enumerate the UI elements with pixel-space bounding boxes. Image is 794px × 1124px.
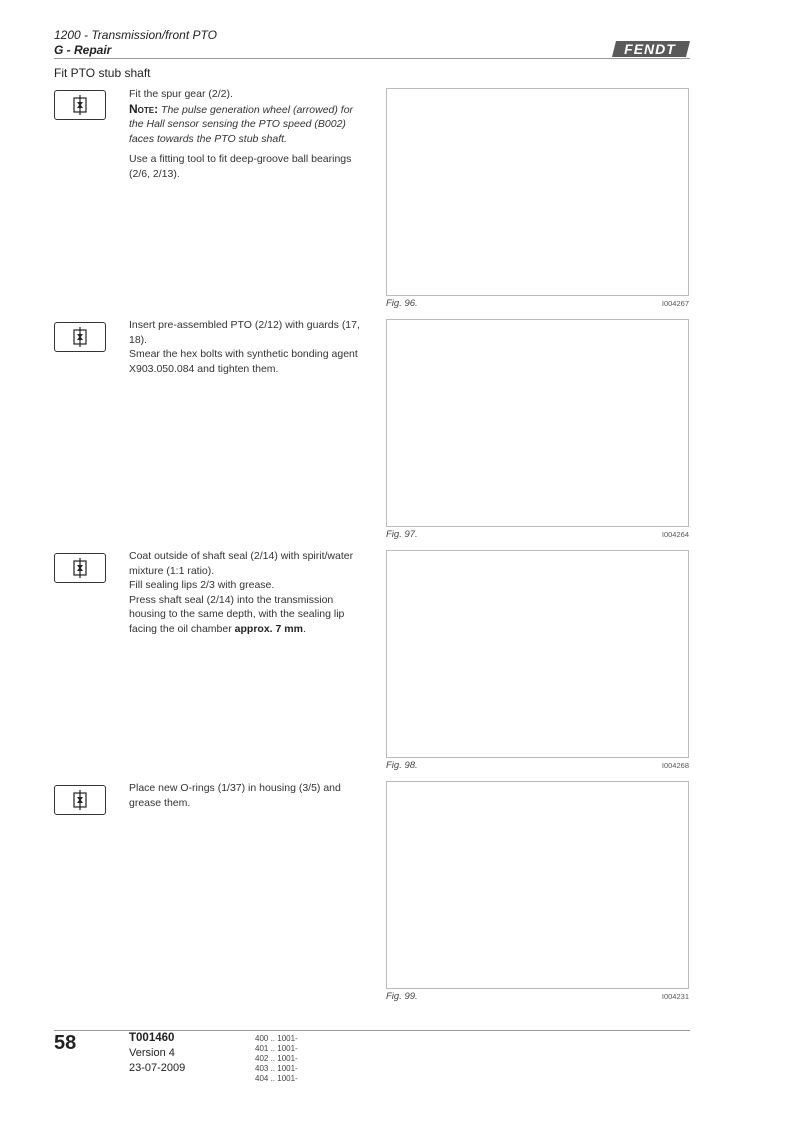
serial-item: 402 .. 1001-: [255, 1054, 298, 1063]
note-text: The pulse generation wheel (arrowed) for the Hall sensor sensing the PTO speed (B002) faces towards the PTO stub shaft.: [129, 103, 354, 145]
figure-98-caption: Fig. 98.: [386, 760, 418, 771]
figure-96-caption: Fig. 96.: [386, 298, 418, 309]
serial-item: 401 .. 1001-: [255, 1044, 298, 1053]
serial-item: 403 .. 1001-: [255, 1064, 298, 1073]
assembly-arrow-icon: [54, 553, 106, 583]
svg-text:FENDT: FENDT: [624, 41, 676, 57]
serial-list: [255, 1034, 298, 1084]
serial-item: 404 .. 1001-: [255, 1074, 298, 1083]
step-3-text: Coat outside of shaft seal (2/14) with spirit/water mixture (1:1 ratio). Fill sealing lips 2/3 with grease. Press shaft seal (2/14) into the transmission housing to the same depth, with the sealing lip facing the oil chamber approx. 7 mm.: [129, 550, 354, 635]
figure-99-image: [386, 781, 689, 989]
figure-97-caption: Fig. 97.: [386, 529, 418, 540]
figure-97-image: [386, 319, 689, 527]
step-2-text: Insert pre-assembled PTO (2/12) with guards (17, 18). Smear the hex bolts with synthetic bonding agent X903.050.084 and tighten them.: [129, 319, 360, 375]
header-rule: [54, 58, 690, 59]
figure-99-code: I004231: [661, 992, 689, 1001]
step-1-bearing-text: Use a fitting tool to fit deep-groove ball bearings (2/6, 2/13).: [129, 153, 352, 180]
assembly-arrow-icon: [54, 90, 106, 120]
page-section-title: Fit PTO stub shaft: [54, 66, 151, 80]
step-1-text: Fit the spur gear (2/2). Note: The pulse generation wheel (arrowed) for the Hall sensor sensing the PTO speed (B002) faces towards the PTO stub shaft. Use a fitting tool to fit deep-groove ball bearings (2/6, 2/13).: [129, 87, 361, 187]
document-version: Version 4: [129, 1047, 175, 1059]
serial-item: 400 .. 1001-: [255, 1034, 298, 1043]
figure-98-code: I004268: [661, 761, 689, 770]
footer-rule: [54, 1030, 690, 1031]
page-number: 58: [54, 1032, 77, 1054]
figure-99-caption: Fig. 99.: [386, 991, 418, 1002]
document-id: T001460: [129, 1032, 175, 1044]
step-4-text: Place new O-rings (1/37) in housing (3/5) and grease them.: [129, 782, 341, 809]
figure-98-image: [386, 550, 689, 758]
fendt-logo: [612, 40, 690, 58]
figure-96-code: I004267: [661, 299, 689, 308]
figure-97-code: I004264: [661, 530, 689, 539]
assembly-arrow-icon: [54, 785, 106, 815]
section-title-header: G - Repair: [54, 43, 112, 57]
assembly-arrow-icon: [54, 322, 106, 352]
figure-96-image: [386, 88, 689, 296]
document-date: 23-07-2009: [129, 1062, 186, 1074]
chapter-title: 1200 - Transmission/front PTO: [54, 28, 217, 42]
note-label: Note:: [129, 101, 159, 116]
